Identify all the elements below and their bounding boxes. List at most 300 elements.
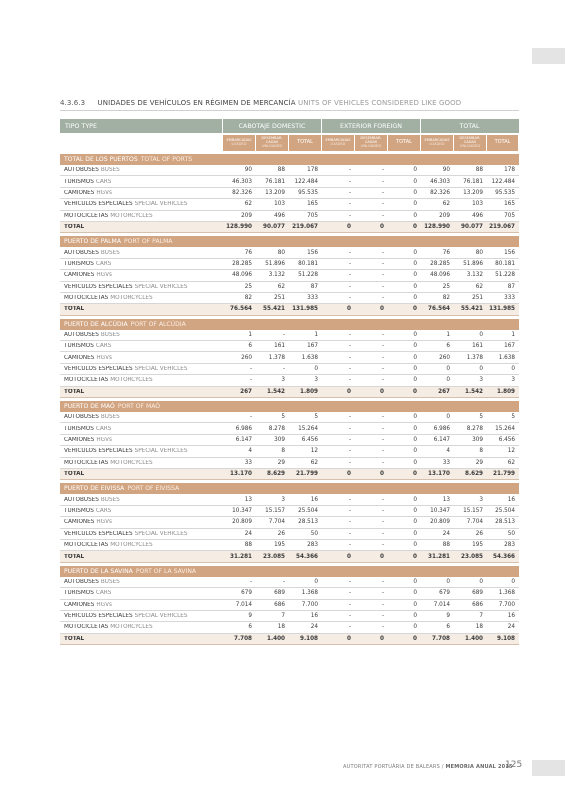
table-cell: - <box>348 437 351 443</box>
table-total-row <box>60 551 519 562</box>
table-cell: - <box>381 260 384 267</box>
table-cell: 209 <box>241 212 252 219</box>
table-cell: 90 <box>244 167 252 174</box>
table-cell: 82 <box>244 295 252 302</box>
table-cell: 90.077 <box>461 224 483 231</box>
table-cell: - <box>381 295 384 302</box>
table-cell: - <box>381 201 384 208</box>
table-cell: - <box>348 425 351 432</box>
table-cell: - <box>381 613 384 620</box>
subheader-unloaded: DESEMBAR- CADAS UNLOADED <box>354 135 387 151</box>
table-cell: - <box>249 366 252 373</box>
table-cell: 251 <box>472 295 483 302</box>
table-cell: - <box>348 331 351 338</box>
table-cell: 6.147 <box>433 437 450 443</box>
table-cell: 496 <box>472 212 483 219</box>
subheader-total: TOTAL <box>486 135 518 151</box>
table-cell: 7.700 <box>498 601 515 608</box>
row-label-es: AUTOBUSES <box>64 414 99 421</box>
table-cell: 0 <box>413 343 417 350</box>
table-cell: - <box>381 590 384 597</box>
table-cell: 0 <box>413 530 417 537</box>
table-cell: - <box>348 377 351 384</box>
row-label-es: TOTAL <box>64 635 85 642</box>
table-cell: 13.170 <box>230 471 252 478</box>
table-cell: - <box>381 414 384 421</box>
table-header-main <box>60 119 519 133</box>
table-cell: 0 <box>413 260 417 267</box>
table-cell: 0 <box>413 366 417 373</box>
table-total-row <box>60 387 519 398</box>
table-cell: 29 <box>475 459 483 466</box>
row-label <box>60 531 222 537</box>
table-row <box>60 282 519 293</box>
table-row <box>60 211 519 222</box>
table-section <box>60 154 519 233</box>
row-label <box>60 179 222 185</box>
section-title <box>60 483 519 494</box>
row-label-es: CAMIONES <box>64 272 95 279</box>
table-cell: 16 <box>310 496 318 503</box>
table-row <box>60 293 519 304</box>
table-cell: 5 <box>281 414 285 421</box>
table-cell: 13.170 <box>428 471 450 478</box>
row-label-en: MOTORCYCLES <box>110 212 153 219</box>
row-label-es: TOTAL <box>64 224 85 231</box>
table-cell: - <box>381 601 384 608</box>
table-cell: - <box>348 414 351 421</box>
table-cell: 0 <box>479 331 483 338</box>
section-title <box>60 401 519 412</box>
row-label-es: TOTAL <box>64 471 85 478</box>
table-row <box>60 259 519 270</box>
table-cell: 0 <box>413 542 417 549</box>
row-label-en: HGVs <box>96 437 112 443</box>
subheader-loaded: EMBARCADAS LOADED <box>420 135 453 151</box>
row-label <box>60 426 222 432</box>
table-cell: 10.347 <box>232 507 252 514</box>
table-cell: 267 <box>438 388 450 395</box>
table-cell: - <box>381 624 384 631</box>
subheader-total: TOTAL <box>387 135 420 151</box>
table-cell: 283 <box>307 542 318 549</box>
table-cell: 46.303 <box>430 178 450 185</box>
row-label-es: VEHÍCULOS ESPECIALES <box>64 448 133 455</box>
row-label-en: CARS <box>95 178 112 185</box>
table-cell: 46.303 <box>232 178 252 185</box>
table-cell: 26 <box>277 530 285 537</box>
row-label-en: HGVs <box>96 272 112 279</box>
row-label-es: CAMIONES <box>64 601 95 608</box>
row-label <box>60 224 222 230</box>
table-cell: 88 <box>277 167 285 174</box>
row-label-en: BUSES <box>100 331 120 338</box>
row-label <box>60 460 222 466</box>
row-label <box>60 471 222 477</box>
table-cell: 87 <box>507 283 515 290</box>
table-cell: 128.990 <box>226 224 252 231</box>
section-title-en: TOTAL OF PORTS <box>140 156 193 163</box>
table-cell: 13.209 <box>265 189 285 196</box>
table-cell: - <box>348 624 351 631</box>
table-row <box>60 622 519 633</box>
table-cell: 165 <box>504 201 515 208</box>
table-cell: 62 <box>277 283 285 290</box>
row-label-en: SPECIAL VEHICLES <box>134 448 188 455</box>
table-cell: 25.504 <box>495 507 515 514</box>
row-label <box>60 636 222 642</box>
table-row <box>60 446 519 457</box>
table-cell: 7.014 <box>235 601 252 608</box>
table-cell: 51.896 <box>463 260 483 267</box>
table-cell: 6.456 <box>301 437 318 443</box>
table-cell: 7.708 <box>432 635 450 642</box>
table-cell: 0 <box>413 437 417 443</box>
table-row <box>60 352 519 363</box>
table-cell: - <box>282 578 285 585</box>
subheader-total: TOTAL <box>288 135 321 151</box>
table-cell: 7.704 <box>268 519 285 526</box>
table-cell: 3 <box>511 377 515 384</box>
row-label-es: TURISMOS <box>64 178 94 185</box>
row-label-en: SPECIAL VEHICLES <box>134 366 188 373</box>
table-cell: 9.108 <box>300 635 318 642</box>
table-cell: 0 <box>413 249 417 256</box>
row-label-en: SPECIAL VEHICLES <box>134 201 188 208</box>
table-cell: 0 <box>413 519 417 526</box>
table-cell: 3.132 <box>268 272 285 279</box>
table-cell: 21.799 <box>493 471 515 478</box>
table-cell: - <box>249 414 252 421</box>
table-cell: - <box>381 425 384 432</box>
table-cell: - <box>282 366 285 373</box>
table-cell: - <box>348 519 351 526</box>
table-cell: 0 <box>413 224 417 231</box>
row-label <box>60 250 222 256</box>
table-cell: 82.326 <box>232 189 252 196</box>
table-row <box>60 188 519 199</box>
table-cell: - <box>381 189 384 196</box>
table-cell: 7.700 <box>301 601 318 608</box>
table-cell: 1.809 <box>300 388 318 395</box>
table-cell: 0 <box>380 471 384 478</box>
table-cell: 6.986 <box>433 425 450 432</box>
table-cell: 20.809 <box>232 519 252 526</box>
table-cell: 8 <box>281 448 285 455</box>
table-cell: 156 <box>504 249 515 256</box>
table-cell: 0 <box>413 377 417 384</box>
table-cell: 0 <box>413 272 417 279</box>
edge-tab-bottom <box>532 760 565 776</box>
edge-tab-top <box>532 48 565 64</box>
table-cell: 15.157 <box>463 507 483 514</box>
row-label-es: MOTOCICLETAS <box>64 624 109 631</box>
table-cell: 3 <box>479 496 483 503</box>
table-cell: - <box>348 167 351 174</box>
title-divider <box>60 110 519 111</box>
row-label <box>60 284 222 290</box>
row-label <box>60 355 222 361</box>
table-cell: 18 <box>475 624 483 631</box>
row-label-es: TOTAL <box>64 306 85 313</box>
row-label-es: VEHÍCULOS ESPECIALES <box>64 613 133 620</box>
table-cell: 87 <box>310 283 318 290</box>
table-cell: 6.456 <box>498 437 515 443</box>
row-label-en: HGVs <box>96 189 112 196</box>
table-cell: 161 <box>472 343 483 350</box>
table-cell: 195 <box>472 542 483 549</box>
table-cell: 251 <box>274 295 285 302</box>
header-total-label: TOTAL <box>459 122 480 130</box>
table-section <box>60 483 519 562</box>
table-cell: - <box>381 542 384 549</box>
table-cell: 103 <box>274 201 285 208</box>
table-cell: 6.147 <box>235 437 252 443</box>
table-cell: 7.708 <box>234 635 252 642</box>
table-row <box>60 517 519 528</box>
table-cell: 7 <box>479 613 483 620</box>
table-cell: - <box>381 178 384 185</box>
table-cell: - <box>381 366 384 373</box>
table-cell: 62 <box>442 201 450 208</box>
row-label <box>60 613 222 619</box>
table-cell: 0 <box>413 601 417 608</box>
table-cell: - <box>348 212 351 219</box>
table-cell: 0 <box>413 578 417 585</box>
footer-separator: / <box>441 764 444 770</box>
table-cell: 1 <box>248 331 252 338</box>
row-label <box>60 554 222 560</box>
row-label-es: CAMIONES <box>64 437 95 443</box>
table-cell: 260 <box>241 354 252 361</box>
table-cell: 12 <box>310 448 318 455</box>
table-cell: 76.564 <box>428 306 450 313</box>
vehicles-table <box>60 119 519 645</box>
section-title-en: PORT OF LA SAVINA <box>135 567 197 575</box>
subheader-unloaded: DESEMBAR- CADAS UNLOADED <box>255 135 288 151</box>
table-cell: - <box>348 530 351 537</box>
table-row <box>60 176 519 187</box>
table-row <box>60 165 519 176</box>
table-cell: 25.504 <box>298 507 318 514</box>
table-cell: 90 <box>442 167 450 174</box>
table-row <box>60 375 519 386</box>
row-label-es: TURISMOS <box>64 260 94 267</box>
table-cell: - <box>348 578 351 585</box>
header-type-en: TYPE <box>81 122 97 130</box>
table-cell: 88 <box>442 542 450 549</box>
table-cell: - <box>348 459 351 466</box>
table-cell: 0 <box>413 201 417 208</box>
table-cell: - <box>348 272 351 279</box>
table-cell: 0 <box>380 635 384 642</box>
table-cell: 0 <box>413 590 417 597</box>
table-cell: 0 <box>413 624 417 631</box>
table-cell: 7.014 <box>433 601 450 608</box>
row-label-es: TURISMOS <box>64 425 94 432</box>
row-label-es: CAMIONES <box>64 519 95 526</box>
table-cell: 28.513 <box>298 519 318 526</box>
header-total <box>420 119 518 133</box>
table-cell: - <box>282 331 285 338</box>
table-cell: 88 <box>475 167 483 174</box>
table-row <box>60 577 519 588</box>
table-cell: 1.368 <box>498 590 515 597</box>
table-cell: 76.181 <box>463 178 483 185</box>
table-cell: 24 <box>442 530 450 537</box>
table-cell: 0 <box>413 331 417 338</box>
table-cell: 13.209 <box>463 189 483 196</box>
table-cell: 686 <box>274 601 285 608</box>
table-cell: 131.985 <box>489 306 515 313</box>
table-cell: 1 <box>511 331 515 338</box>
table-cell: 28.285 <box>430 260 450 267</box>
row-label-en: MOTORCYCLES <box>110 459 153 466</box>
table-cell: 1 <box>446 331 450 338</box>
table-cell: 24 <box>310 624 318 631</box>
row-label-es: MOTOCICLETAS <box>64 295 109 302</box>
table-cell: 0 <box>413 507 417 514</box>
table-cell: - <box>381 377 384 384</box>
table-cell: - <box>381 167 384 174</box>
table-cell: 167 <box>307 343 318 350</box>
table-total-row <box>60 469 519 480</box>
header-type-es: TIPO <box>65 122 80 130</box>
table-cell: 219.067 <box>292 224 318 231</box>
table-cell: 0 <box>413 459 417 466</box>
table-cell: 0 <box>479 366 483 373</box>
table-total-row <box>60 634 519 645</box>
table-header-sub <box>60 135 519 151</box>
table-cell: 33 <box>244 459 252 466</box>
table-cell: 12 <box>507 448 515 455</box>
section-title <box>60 236 519 247</box>
row-label-en: BUSES <box>100 167 120 174</box>
table-cell: 16 <box>507 613 515 620</box>
table-cell: 0 <box>314 366 318 373</box>
table-cell: 1.542 <box>267 388 285 395</box>
table-cell: 1.378 <box>466 354 483 361</box>
table-cell: - <box>348 590 351 597</box>
table-cell: 0 <box>446 414 450 421</box>
table-cell: 6 <box>248 343 252 350</box>
table-cell: 7.704 <box>466 519 483 526</box>
table-cell: 16 <box>310 613 318 620</box>
table-cell: 18 <box>277 624 285 631</box>
row-label-en: MOTORCYCLES <box>110 542 153 549</box>
row-label <box>60 389 222 395</box>
table-cell: - <box>348 507 351 514</box>
table-row <box>60 270 519 281</box>
table-cell: - <box>348 354 351 361</box>
table-row <box>60 494 519 505</box>
table-cell: 0 <box>347 635 351 642</box>
table-cell: - <box>381 448 384 455</box>
table-cell: 3 <box>281 377 285 384</box>
table-cell: 1 <box>314 331 318 338</box>
subheader-loaded: EMBARCADAS LOADED <box>321 135 354 151</box>
table-cell: 0 <box>347 224 351 231</box>
table-cell: 8.278 <box>466 425 483 432</box>
table-cell: 178 <box>504 167 515 174</box>
table-cell: 0 <box>413 635 417 642</box>
table-cell: 28.285 <box>232 260 252 267</box>
header-foreign <box>321 119 420 133</box>
row-label-en: HGVs <box>96 601 112 608</box>
table-cell: 8.629 <box>465 471 483 478</box>
row-label-es: TURISMOS <box>64 590 94 597</box>
row-label-en: MOTORCYCLES <box>110 377 153 384</box>
table-cell: 23.085 <box>461 553 483 560</box>
row-label <box>60 295 222 301</box>
header-foreign-es: EXTERIOR <box>340 122 372 130</box>
table-cell: 165 <box>307 201 318 208</box>
table-cell: 3 <box>479 377 483 384</box>
row-label <box>60 448 222 454</box>
section-title-es: PUERTO DE EIVISSA <box>64 485 125 493</box>
table-row <box>60 435 519 446</box>
table-cell: 16 <box>507 496 515 503</box>
row-label-es: VEHÍCULOS ESPECIALES <box>64 283 133 290</box>
table-cell: 80.181 <box>298 260 318 267</box>
table-section <box>60 566 519 645</box>
table-cell: 82 <box>442 295 450 302</box>
row-label-en: CARS <box>95 343 112 350</box>
row-label-es: TOTAL <box>64 388 85 395</box>
table-cell: 76 <box>442 249 450 256</box>
table-cell: 80.181 <box>495 260 515 267</box>
row-label-en: BUSES <box>100 249 120 256</box>
table-cell: 156 <box>307 249 318 256</box>
table-row <box>60 600 519 611</box>
table-cell: - <box>381 283 384 290</box>
row-label <box>60 213 222 219</box>
table-cell: - <box>381 507 384 514</box>
table-cell: 10.347 <box>430 507 450 514</box>
row-label-es: AUTOBUSES <box>64 496 99 503</box>
table-cell: 3.132 <box>466 272 483 279</box>
table-cell: 80 <box>277 249 285 256</box>
table-cell: - <box>348 201 351 208</box>
table-cell: 1.542 <box>465 388 483 395</box>
table-cell: 15.264 <box>298 425 318 432</box>
header-domestic <box>222 119 321 133</box>
row-label <box>60 377 222 383</box>
table-cell: 5 <box>479 414 483 421</box>
section-title-en: PORT OF PALMA <box>124 238 173 246</box>
table-cell: - <box>348 601 351 608</box>
table-cell: 55.421 <box>461 306 483 313</box>
table-cell: 0 <box>347 306 351 313</box>
row-label-es: MOTOCICLETAS <box>64 459 109 466</box>
subheader-loaded: EMBARCADAS LOADED <box>222 135 255 151</box>
row-label <box>60 590 222 596</box>
table-row <box>60 247 519 258</box>
row-label <box>60 261 222 267</box>
table-cell: 6 <box>446 624 450 631</box>
row-label-es: CAMIONES <box>64 354 95 361</box>
table-cell: 0 <box>380 553 384 560</box>
row-label-es: MOTOCICLETAS <box>64 377 109 384</box>
table-total-row <box>60 304 519 315</box>
table-row <box>60 412 519 423</box>
row-label <box>60 579 222 585</box>
table-cell: 0 <box>413 471 417 478</box>
table-cell: 4 <box>248 448 252 455</box>
table-cell: - <box>348 366 351 373</box>
row-label-es: AUTOBUSES <box>64 249 99 256</box>
table-cell: - <box>381 354 384 361</box>
